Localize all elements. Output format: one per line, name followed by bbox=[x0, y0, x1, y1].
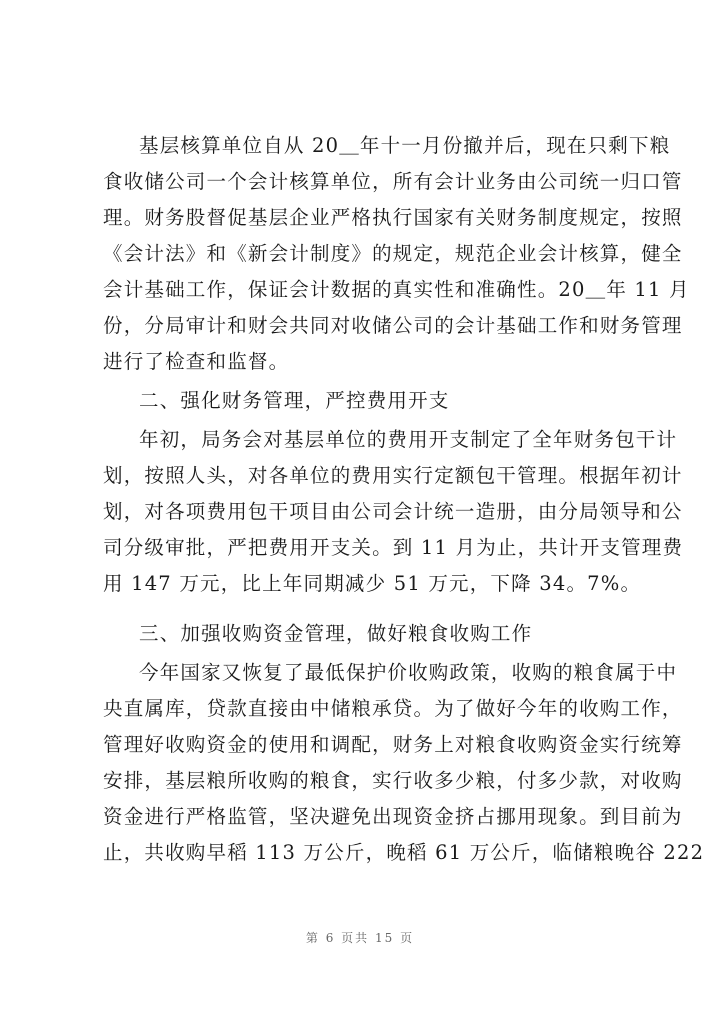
paragraph-line: 管理好收购资金的使用和调配，财务上对粮食收购资金实行统筹 bbox=[103, 733, 683, 756]
paragraph-line: 资金进行严格监管，坚决避免出现资金挤占挪用现象。到目前为 bbox=[103, 805, 683, 828]
paragraph-line: 进行了检查和监督。 bbox=[103, 350, 290, 373]
paragraph-line: 今年国家又恢复了最低保护价收购政策，收购的粮食属于中 bbox=[139, 661, 678, 684]
paragraph-line: 划，按照人头，对各单位的费用实行定额包干管理。根据年初计 bbox=[103, 464, 683, 487]
paragraph-line: 《会计法》和《新会计制度》的规定，规范企业会计核算，健全 bbox=[103, 242, 683, 265]
paragraph-line: 会计基础工作，保证会计数据的真实性和准确性。20＿年 11 月 bbox=[103, 278, 690, 301]
paragraph-line: 司分级审批，严把费用开支关。到 11 月为止，共计开支管理费 bbox=[103, 536, 684, 559]
paragraph-line: 止，共收购早稻 113 万公斤，晚稻 61 万公斤，临储粮晚谷 222 bbox=[103, 841, 705, 864]
paragraph-line: 安排，基层粮所收购的粮食，实行收多少粮，付多少款，对收购 bbox=[103, 769, 683, 792]
paragraph-line: 年初，局务会对基层单位的费用开支制定了全年财务包干计 bbox=[139, 428, 678, 451]
paragraph-line: 用 147 万元，比上年同期减少 51 万元，下降 34。7%。 bbox=[103, 572, 642, 595]
paragraph-line: 理。财务股督促基层企业严格执行国家有关财务制度规定，按照 bbox=[103, 206, 683, 229]
paragraph-line: 央直属库，贷款直接由中储粮承贷。为了做好今年的收购工作， bbox=[103, 697, 683, 720]
paragraph-line: 份，分局审计和财会共同对收储公司的会计基础工作和财务管理 bbox=[103, 314, 683, 337]
section-heading: 二、强化财务管理，严控费用开支 bbox=[139, 389, 450, 412]
paragraph-line: 食收储公司一个会计核算单位，所有会计业务由公司统一归口管 bbox=[103, 170, 683, 193]
page-number-footer: 第 6 页共 15 页 bbox=[305, 931, 415, 945]
paragraph-line: 基层核算单位自从 20＿年十一月份撤并后，现在只剩下粮 bbox=[139, 134, 671, 157]
section-heading: 三、加强收购资金管理，做好粮食收购工作 bbox=[139, 622, 533, 645]
paragraph-line: 划，对各项费用包干项目由公司会计统一造册，由分局领导和公 bbox=[103, 500, 683, 523]
